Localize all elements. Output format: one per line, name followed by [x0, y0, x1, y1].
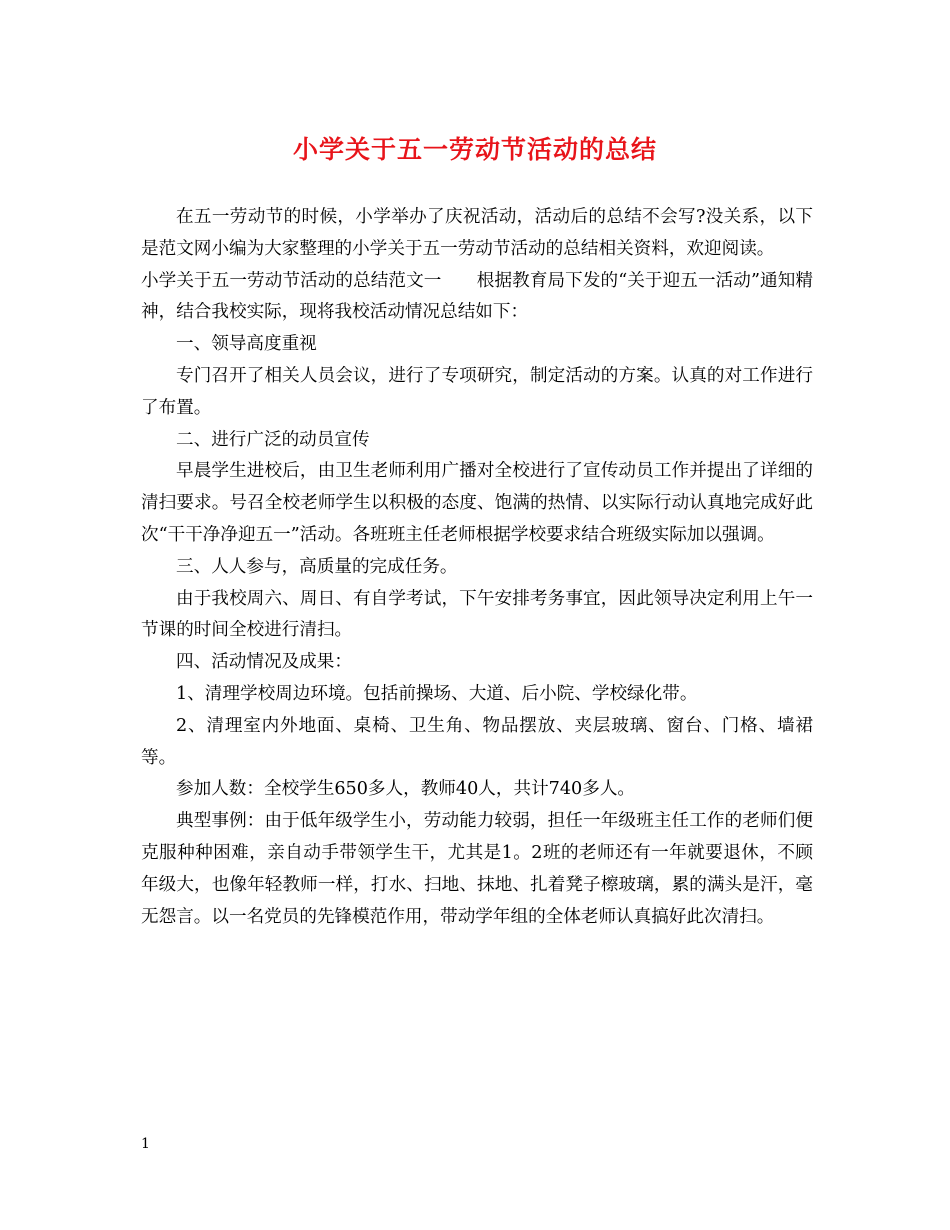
page-number: 1: [141, 1136, 150, 1152]
participants-paragraph: 参加人数：全校学生650多人，教师40人，共计740多人。: [176, 779, 636, 800]
body-paragraph: 由于我校周六、周日、有自学考试，下午安排考务事宜，因此领导决定利用上午一节课的时间全校进行清扫。: [141, 588, 813, 641]
sample-heading-paragraph: 小学关于五一劳动节活动的总结范文一 根据教育局下发的“关于迎五一活动”通知精神，结合我校实际，现将我校活动情况总结如下：: [141, 270, 813, 323]
list-item: 2、清理室内外地面、桌椅、卫生角、物品摆放、夹层玻璃、窗台、门格、墙裙等。: [141, 715, 813, 768]
section-heading-2: 二、进行广泛的动员宣传: [176, 429, 370, 450]
document-body: [141, 202, 813, 933]
intro-paragraph: 在五一劳动节的时候，小学举办了庆祝活动，活动后的总结不会写?没关系，以下是范文网小编为大家整理的小学关于五一劳动节活动的总结相关资料，欢迎阅读。: [141, 207, 813, 259]
section-heading-4: 四、活动情况及成果：: [176, 652, 352, 673]
body-paragraph: 专门召开了相关人员会议，进行了专项研究，制定活动的方案。认真的对工作进行了布置。: [141, 365, 813, 418]
document-title: 小学关于五一劳动节活动的总结: [292, 135, 657, 164]
list-item: 1、清理学校周边环境。包括前操场、大道、后小院、学校绿化带。: [176, 683, 698, 704]
section-heading-1: 一、领导高度重视: [176, 334, 317, 355]
section-heading-3: 三、人人参与，高质量的完成任务。: [176, 556, 458, 577]
example-paragraph: 典型事例：由于低年级学生小，劳动能力较弱，担任一年级班主任工作的老师们便克服种种困难，亲自动手带领学生干，尤其是1。2班的老师还有一年就要退休，不顾年级大，也像年轻教师一样，打水、扫地、抹地、扎着凳子檫玻璃，累的满头是汗，毫无怨言。以一名党员的先锋模范作用，带动学年组的全体老师认真搞好此次清扫。: [141, 811, 813, 927]
body-paragraph: 早晨学生进校后，由卫生老师利用广播对全校进行了宣传动员工作并提出了详细的清扫要求。号召全校老师学生以积极的态度、饱满的热情、以实际行动认真地完成好此次“干干净净迎五一”活动。各班班主任老师根据学校要求结合班级实际加以强调。: [141, 461, 813, 545]
